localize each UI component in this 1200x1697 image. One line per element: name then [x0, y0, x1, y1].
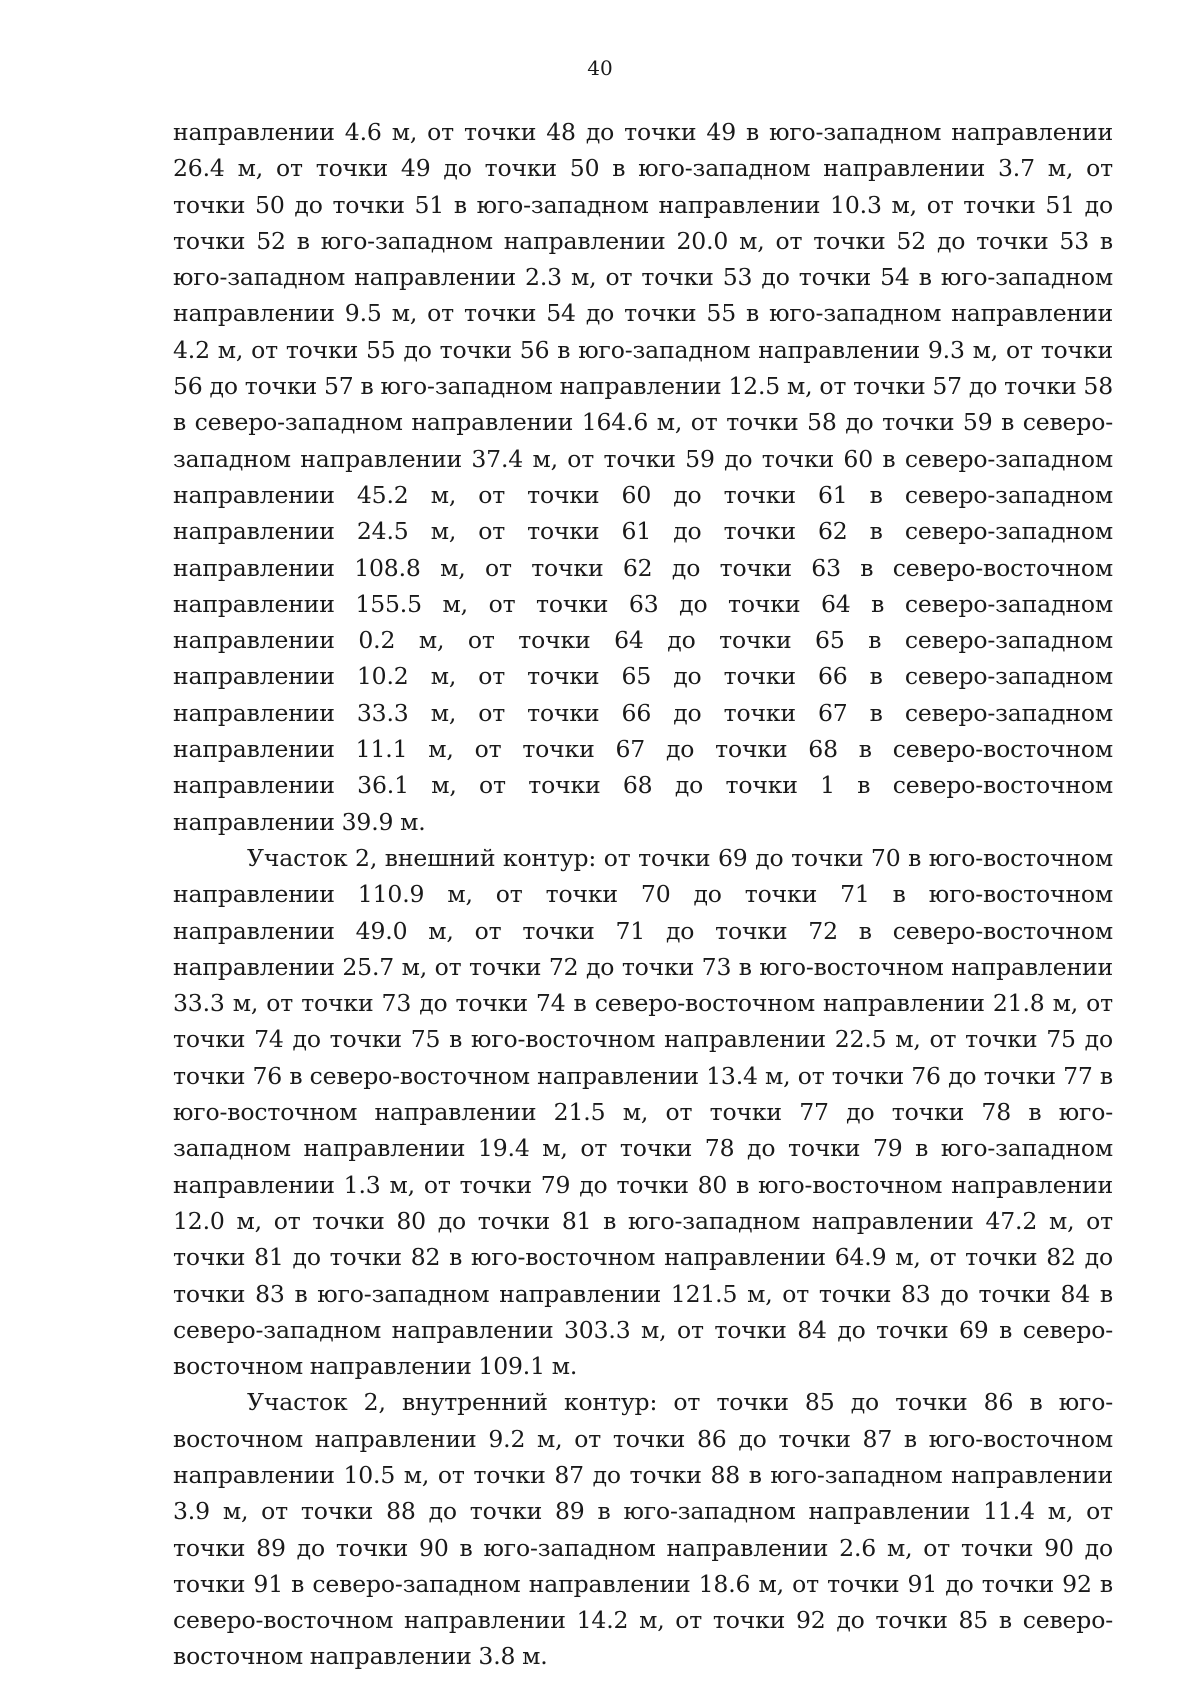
paragraph-plot2-inner-contour: Участок 2, внутренний контур: от точки 85 до точки 86 в юго-восточном направлении 9.2 м, от точки 86 до точки 87 в юго-восточном направлении 10.5 м, от точки 87 до точки 88 в юго-западном направлении 3.9 м, от точки 88 до точки 89 в юго-западном направлении 11.4 м, от точки 89 до точки 90 в юго-западном направлении 2.6 м, от точки 90 до точки 91 в северо-западном направлении 18.6 м, от точки 91 до точки 92 в северо-восточном направлении 14.2 м, от точки 92 до точки 85 в северо-восточном направлении 3.8 м.: [173, 1388, 1113, 1671]
page-number: 40: [587, 56, 613, 80]
paragraph-plot2-outer-contour: Участок 2, внешний контур: от точки 69 до точки 70 в юго-восточном направлении 110.9 м, от точки 70 до точки 71 в юго-восточном направлении 49.0 м, от точки 71 до точки 72 в северо-восточном направлении 25.7 м, от точки 72 до точки 73 в юго-восточном направлении 33.3 м, от точки 73 до точки 74 в северо-восточном направлении 21.8 м, от точки 74 до точки 75 в юго-восточном направлении 22.5 м, от точки 75 до точки 76 в северо-восточном направлении 13.4 м, от точки 76 до точки 77 в юго-восточном направлении 21.5 м, от точки 77 до точки 78 в юго-западном направлении 19.4 м, от точки 78 до точки 79 в юго-западном направлении 1.3 м, от точки 79 до точки 80 в юго-восточном направлении 12.0 м, от точки 80 до точки 81 в юго-западном направлении 47.2 м, от точки 81 до точки 82 в юго-восточном направлении 64.9 м, от точки 82 до точки 83 в юго-западном направлении 121.5 м, от точки 83 до точки 84 в северо-западном направлении 303.3 м, от точки 84 до точки 69 в северо-восточном направлении 109.1 м.: [173, 843, 1113, 1381]
paragraph-plot1-continuation: направлении 4.6 м, от точки 48 до точки 49 в юго-западном направлении 26.4 м, от точки 49 до точки 50 в юго-западном направлении 3.7 м, от точки 50 до точки 51 в юго-западном направлении 10.3 м, от точки 51 до точки 52 в юго-западном направлении 20.0 м, от точки 52 до точки 53 в юго-западном направлении 2.3 м, от точки 53 до точки 54 в юго-западном направлении 9.5 м, от точки 54 до точки 55 в юго-западном направлении 4.2 м, от точки 55 до точки 56 в юго-западном направлении 9.3 м, от точки 56 до точки 57 в юго-западном направлении 12.5 м, от точки 57 до точки 58 в северо-западном направлении 164.6 м, от точки 58 до точки 59 в северо-западном направлении 37.4 м, от точки 59 до точки 60 в северо-западном направлении 45.2 м, от точки 60 до точки 61 в северо-западном направлении 24.5 м, от точки 61 до точки 62 в северо-западном направлении 108.8 м, от точки 62 до точки 63 в северо-восточном направлении 155.5 м, от точки 63 до точки 64 в северо-западном направлении 0.2 м, от точки 64 до точки 65 в северо-западном направлении 10.2 м, от точки 65 до точки 66 в северо-западном направлении 33.3 м, от точки 66 до точки 67 в северо-западном направлении 11.1 м, от точки 67 до точки 68 в северо-восточном направлении 36.1 м, от точки 68 до точки 1 в северо-восточном направлении 39.9 м.: [173, 118, 1113, 836]
document-body: [173, 114, 1113, 1675]
